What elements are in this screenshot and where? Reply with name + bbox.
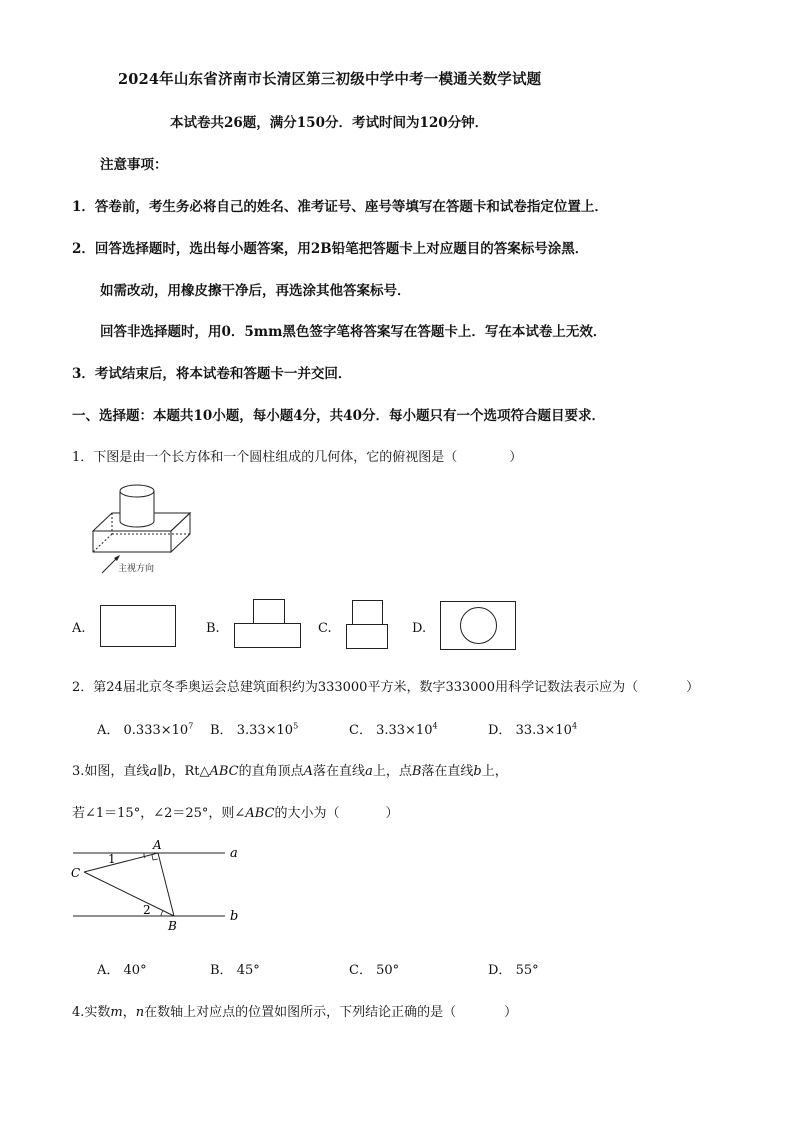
point-b-label: B <box>168 919 177 933</box>
notice-item-3: 3．考试结束后，将本试卷和答题卡一并交回． <box>72 366 352 382</box>
segment-cb <box>84 872 174 916</box>
point-a-label: A <box>153 838 162 852</box>
q2-option-c: C． $3.33\times 10^4$ <box>349 721 438 738</box>
q3-geometry-figure <box>65 835 255 935</box>
question-2-close: ） <box>686 680 700 695</box>
question-1-close: ） <box>509 450 523 465</box>
q1-option-d-label: D. <box>412 621 427 636</box>
hidden-edge-2 <box>93 534 112 552</box>
question-1 <box>72 446 522 465</box>
q2-option-a: A． $0.333\times 10^7$ <box>97 721 194 738</box>
q2-option-d: D． $33.3\times 10^4$ <box>488 721 578 738</box>
q1-option-d-circle <box>460 607 497 644</box>
line-a-label: a <box>230 846 238 861</box>
q3-option-d: D． 55° <box>488 963 539 978</box>
cylinder-top <box>120 485 154 497</box>
section-heading: 一、选择题：本题共10小题，每小题4分，共40分．每小题只有一个选项符合题目要求． <box>72 408 605 424</box>
segment-ab <box>158 853 174 916</box>
angle-2-label: 2 <box>143 903 151 917</box>
cuboid-side <box>171 513 190 552</box>
page-title: 2024年山东省济南市长清区第三初级中学中考一模通关数学试题 <box>118 71 542 88</box>
angle-2-arc <box>161 911 163 916</box>
question-3-line-2: 若∠1＝15°，∠2＝25°，则∠ABC的大小为（ ） <box>72 806 399 821</box>
q1-option-c-top-rect <box>352 600 383 625</box>
q1-option-b-label: B. <box>206 621 220 636</box>
q1-option-b-top-rect <box>253 599 285 624</box>
question-2-text: 2．第24届北京冬季奥运会总建筑面积约为333000平方米，数字333000用科学记数法表示应为（ <box>72 680 639 695</box>
view-direction-label: 主视方向 <box>118 564 155 574</box>
notice-heading: 注意事项： <box>100 157 168 173</box>
q1-option-a-label: A. <box>72 621 86 636</box>
exam-summary: 本试卷共26题，满分150分．考试时间为120分钟． <box>170 115 489 131</box>
q1-option-c-label: C. <box>318 621 332 636</box>
question-4: 4.实数m，n在数轴上对应点的位置如图所示，下列结论正确的是（ ） <box>72 1005 518 1020</box>
notice-item-2c: 回答非选择题时，用0．5mm黑色签字笔将答案写在答题卡上．写在本试卷上无效． <box>100 324 607 340</box>
point-c-label: C <box>71 866 81 880</box>
notice-item-2b: 如需改动，用橡皮擦干净后，再选涂其他答案标号． <box>100 283 411 299</box>
segment-ca <box>84 853 158 872</box>
question-3-line-1: 3.如图，直线a∥b，Rt△ABC的直角顶点A落在直线a上，点B落在直线b上， <box>72 764 508 779</box>
angle-1-label: 1 <box>108 852 116 866</box>
q1-option-c-bottom-rect <box>346 624 388 649</box>
question-1-text: 1．下图是由一个长方体和一个圆柱组成的几何体，它的俯视图是（ <box>72 450 458 465</box>
angle-1-arc <box>144 853 145 858</box>
q3-option-c: C． 50° <box>349 963 400 978</box>
q3-option-b: B． 45° <box>210 963 260 978</box>
line-b-label: b <box>230 909 239 924</box>
q1-option-b-bottom-rect <box>234 623 301 648</box>
question-2 <box>72 676 699 695</box>
q1-option-a-rectangle <box>100 605 176 647</box>
q3-option-a: A． 40° <box>97 963 147 978</box>
q2-option-b: B． $3.33\times 10^5$ <box>210 721 299 738</box>
right-angle-mark <box>152 855 158 860</box>
notice-item-2: 2．回答选择题时，选出每小题答案，用2B铅笔把答题卡上对应题目的答案标号涂黑． <box>72 241 589 257</box>
notice-item-1: 1．答卷前，考生务必将自己的姓名、准考证号、座号等填写在答题卡和试卷指定位置上． <box>72 199 608 215</box>
q1-solid-figure <box>88 478 198 578</box>
cylinder-bottom <box>120 521 154 527</box>
